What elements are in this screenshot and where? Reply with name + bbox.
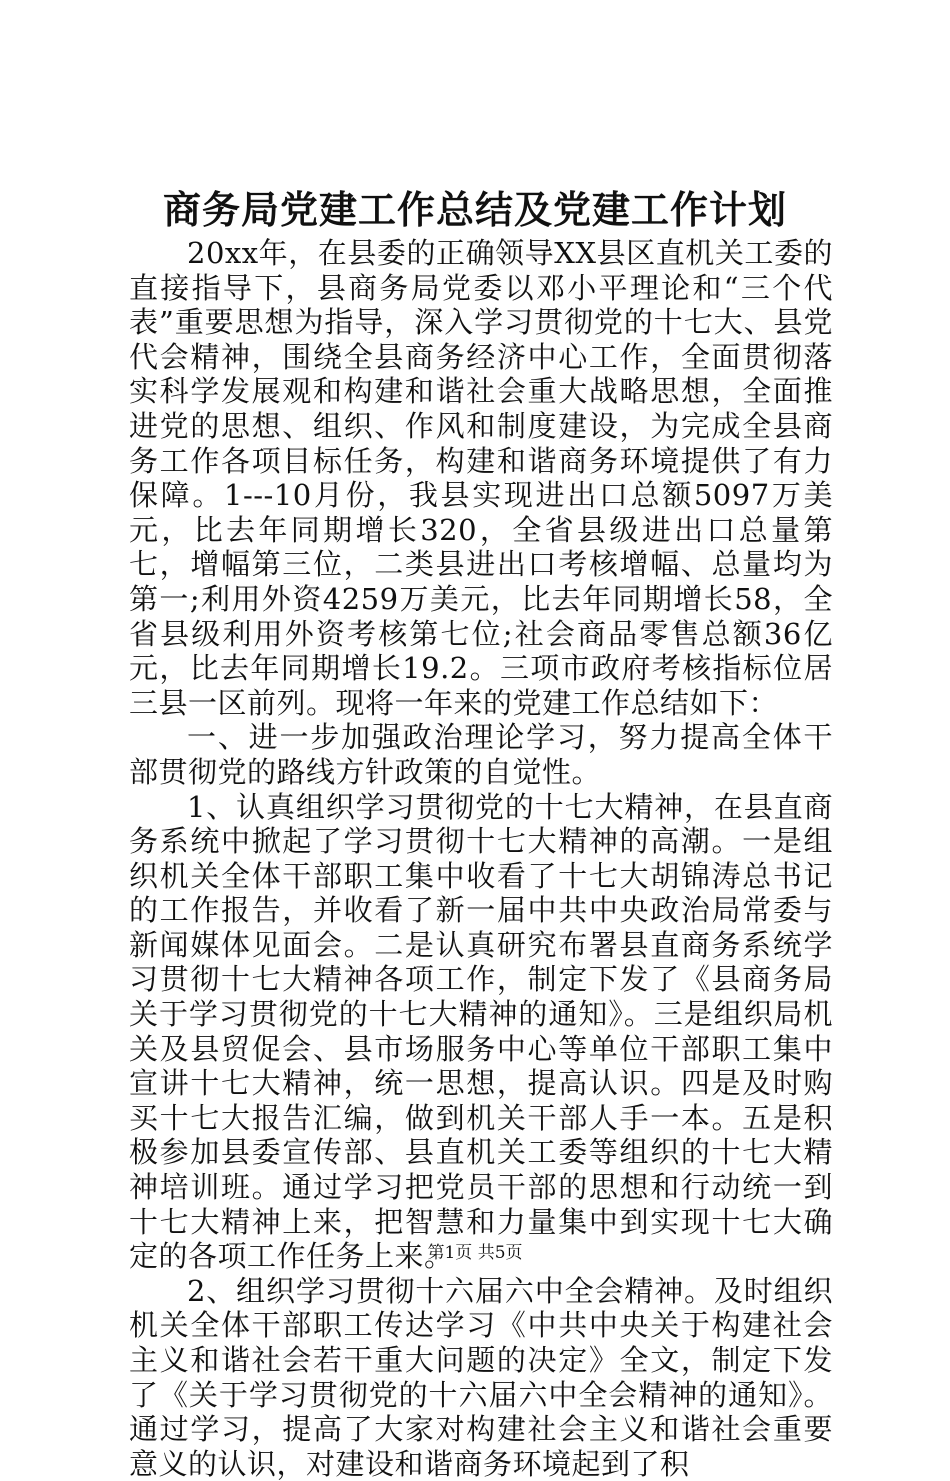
paragraph-section-1-heading: 一、进一步加强政治理论学习，努力提高全体干部贯彻党的路线方针政策的自觉性。 <box>129 720 833 789</box>
document-body <box>129 236 833 1481</box>
document-title: 商务局党建工作总结及党建工作计划 <box>162 187 787 232</box>
paragraph-item-1: 1、认真组织学习贯彻党的十七大精神，在县直商务系统中掀起了学习贯彻十七大精神的高潮。一是组织机关全体干部职工集中收看了十七大胡锦涛总书记的工作报告，并收看了新一届中共中央政治局常委与新闻媒体见面会。二是认真研究布署县直商务系统学习贯彻十七大精神各项工作，制定下发了《县商务局关于学习贯彻党的十七大精神的通知》。三是组织局机关及县贸促会、县市场服务中心等单位干部职工集中宣讲十七大精神，统一思想，提高认识。四是及时购买十七大报告汇编，做到机关干部人手一本。五是积极参加县委宣传部、县直机关工委等组织的十七大精神培训班。通过学习把党员干部的思想和行动统一到十七大精神上来，把智慧和力量集中到实现十七大确定的各项工作任务上来。 <box>129 789 833 1274</box>
paragraph-intro: 20xx年，在县委的正确领导XX县区直机关工委的直接指导下，县商务局党委以邓小平理论和“三个代表”重要思想为指导，深入学习贯彻党的十七大、县党代会精神，围绕全县商务经济中心工作，全面贯彻落实科学发展观和构建和谐社会重大战略思想，全面推进党的思想、组织、作风和制度建设，为完成全县商务工作各项目标任务，构建和谐商务环境提供了有力保障。1---10月份，我县实现进出口总额5097万美元，比去年同期增长320，全省县级进出口总量第七，增幅第三位，二类县进出口考核增幅、总量均为第一;利用外资4259万美元，比去年同期增长58，全省县级利用外资考核第七位;社会商品零售总额36亿元，比去年同期增长19.2。三项市政府考核指标位居三县一区前列。现将一年来的党建工作总结如下： <box>129 236 833 720</box>
page-footer: 第1页 共5页 <box>427 1243 523 1263</box>
paragraph-item-2: 2、组织学习贯彻十六届六中全会精神。及时组织机关全体干部职工传达学习《中共中央关于构建社会主义和谐社会若干重大问题的决定》全文，制定下发了《关于学习贯彻党的十六届六中全会精神的通知》。通过学习，提高了大家对构建社会主义和谐社会重要意义的认识，对建设和谐商务环境起到了积 <box>129 1273 833 1481</box>
